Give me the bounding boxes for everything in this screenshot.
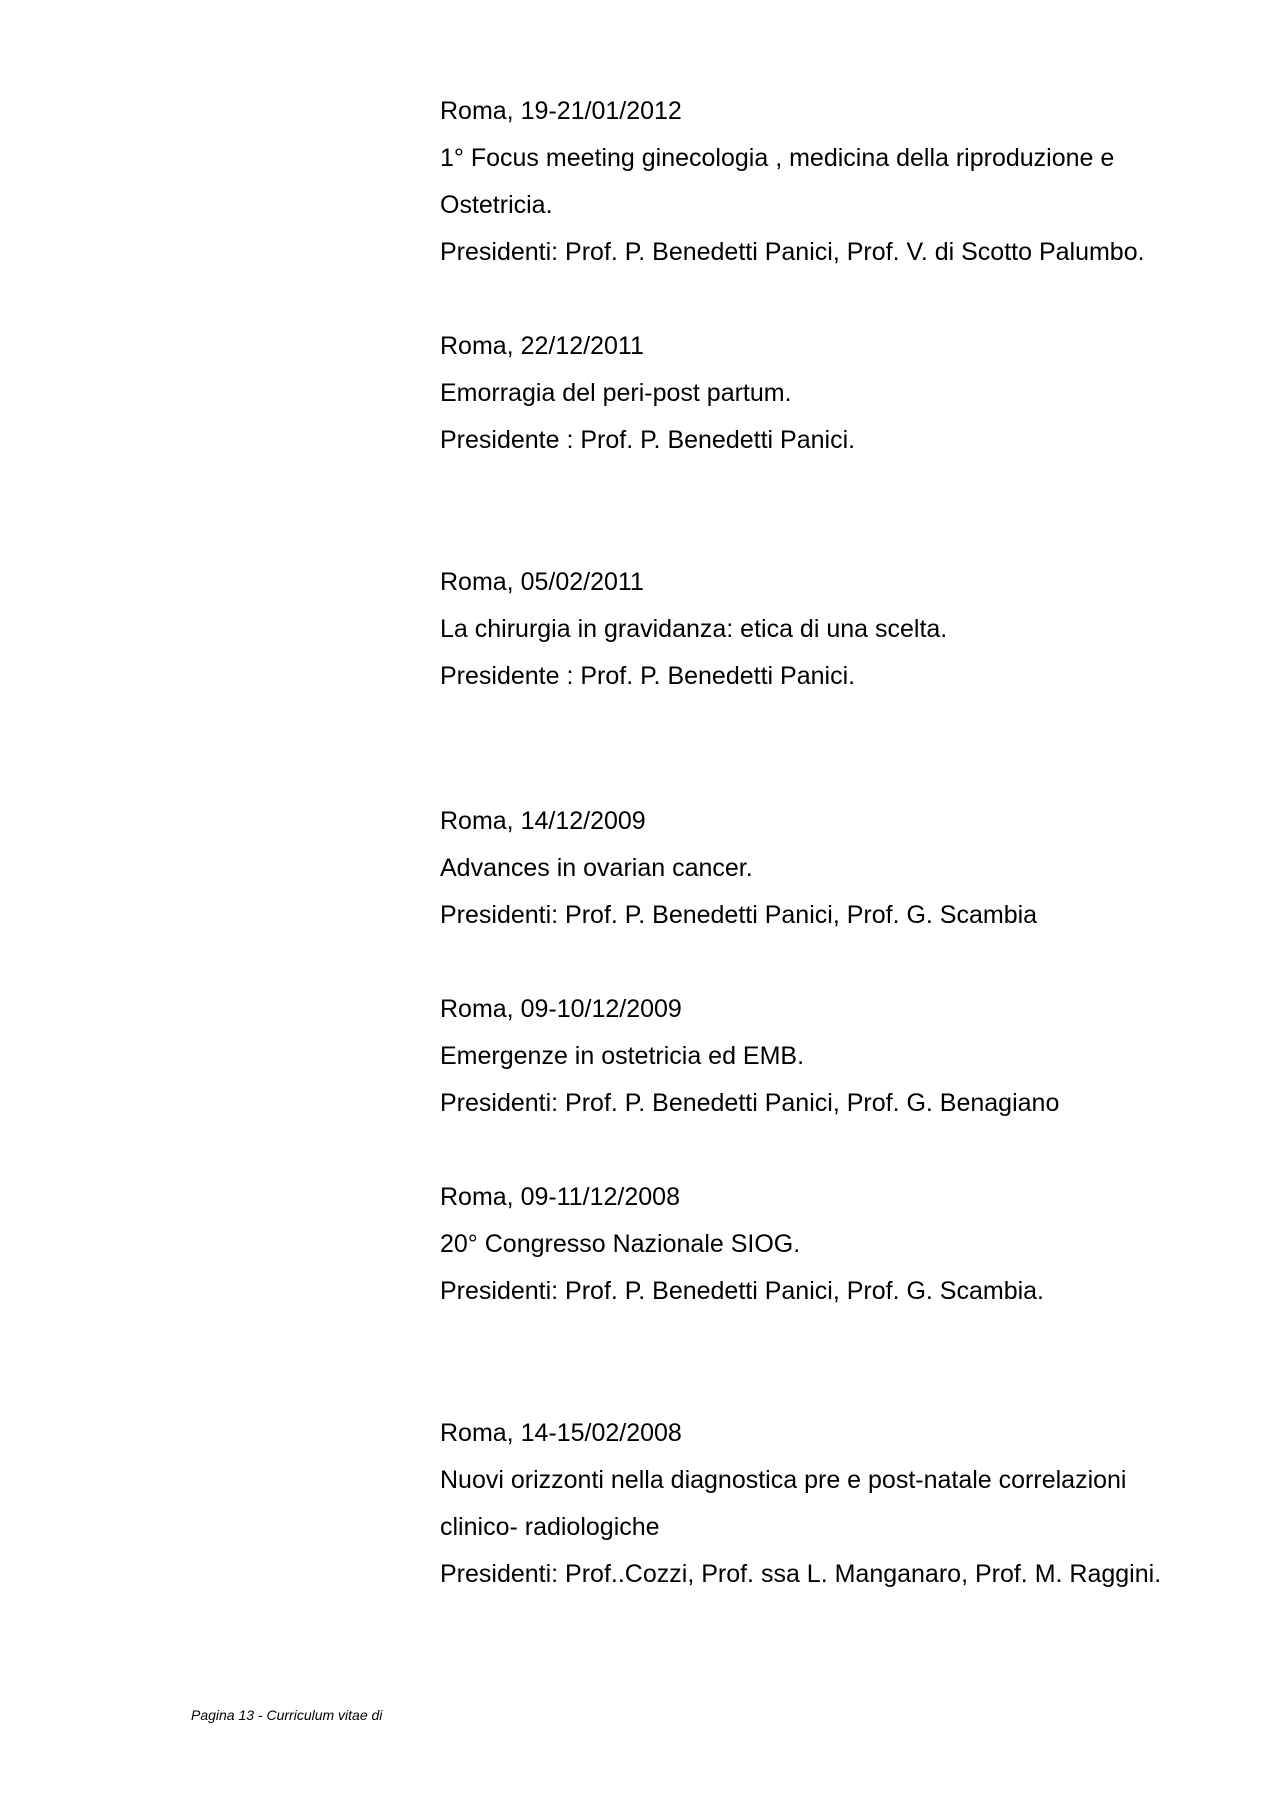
entry-title: Emorragia del peri-post partum.	[440, 379, 792, 407]
entry-presidents: Presidente : Prof. P. Benedetti Panici.	[440, 662, 856, 690]
spacer	[440, 276, 1240, 323]
spacer	[440, 464, 1240, 559]
spacer	[440, 1315, 1240, 1410]
entry-date: Roma, 09-10/12/2009	[440, 995, 682, 1023]
entry-date: Roma, 14/12/2009	[440, 807, 646, 835]
entry-title-continued: Ostetricia.	[440, 191, 553, 219]
entry-title: Advances in ovarian cancer.	[440, 854, 753, 882]
entry-title: Emergenze in ostetricia ed EMB.	[440, 1042, 805, 1070]
entry-date: Roma, 22/12/2011	[440, 332, 644, 360]
conference-entry	[440, 986, 1240, 1127]
entry-title: La chirurgia in gravidanza: etica di una scelta.	[440, 615, 948, 643]
entry-title: 20° Congresso Nazionale SIOG.	[440, 1230, 801, 1258]
conference-entry	[440, 559, 1240, 700]
conference-entry	[440, 323, 1240, 464]
entry-date: Roma, 05/02/2011	[440, 568, 644, 596]
entry-title: 1° Focus meeting ginecologia , medicina della riproduzione e	[440, 144, 1115, 172]
entry-date: Roma, 09-11/12/2008	[440, 1183, 680, 1211]
entry-date: Roma, 19-21/01/2012	[440, 97, 682, 125]
entry-presidents: Presidenti: Prof. P. Benedetti Panici, Prof. V. di Scotto Palumbo.	[440, 238, 1145, 266]
conference-entry	[440, 1174, 1240, 1315]
entry-presidents: Presidente : Prof. P. Benedetti Panici.	[440, 426, 856, 454]
spacer	[440, 1127, 1240, 1174]
entry-presidents: Presidenti: Prof. P. Benedetti Panici, Prof. G. Benagiano	[440, 1089, 1060, 1117]
entry-presidents: Presidenti: Prof. P. Benedetti Panici, Prof. G. Scambia	[440, 901, 1038, 929]
conference-list	[440, 88, 1240, 1598]
conference-entry	[440, 1410, 1240, 1598]
entry-presidents: Presidenti: Prof..Cozzi, Prof. ssa L. Manganaro, Prof. M. Raggini.	[440, 1560, 1162, 1588]
entry-date: Roma, 14-15/02/2008	[440, 1419, 682, 1447]
conference-entry	[440, 88, 1240, 276]
entry-title-continued: clinico- radiologiche	[440, 1513, 660, 1541]
entry-title: Nuovi orizzonti nella diagnostica pre e post-natale correlazioni	[440, 1466, 1127, 1494]
spacer	[440, 700, 1240, 798]
entry-presidents: Presidenti: Prof. P. Benedetti Panici, Prof. G. Scambia.	[440, 1277, 1045, 1305]
spacer	[440, 939, 1240, 986]
page-footer: Pagina 13 - Curriculum vitae di	[191, 1707, 383, 1723]
conference-entry	[440, 798, 1240, 939]
